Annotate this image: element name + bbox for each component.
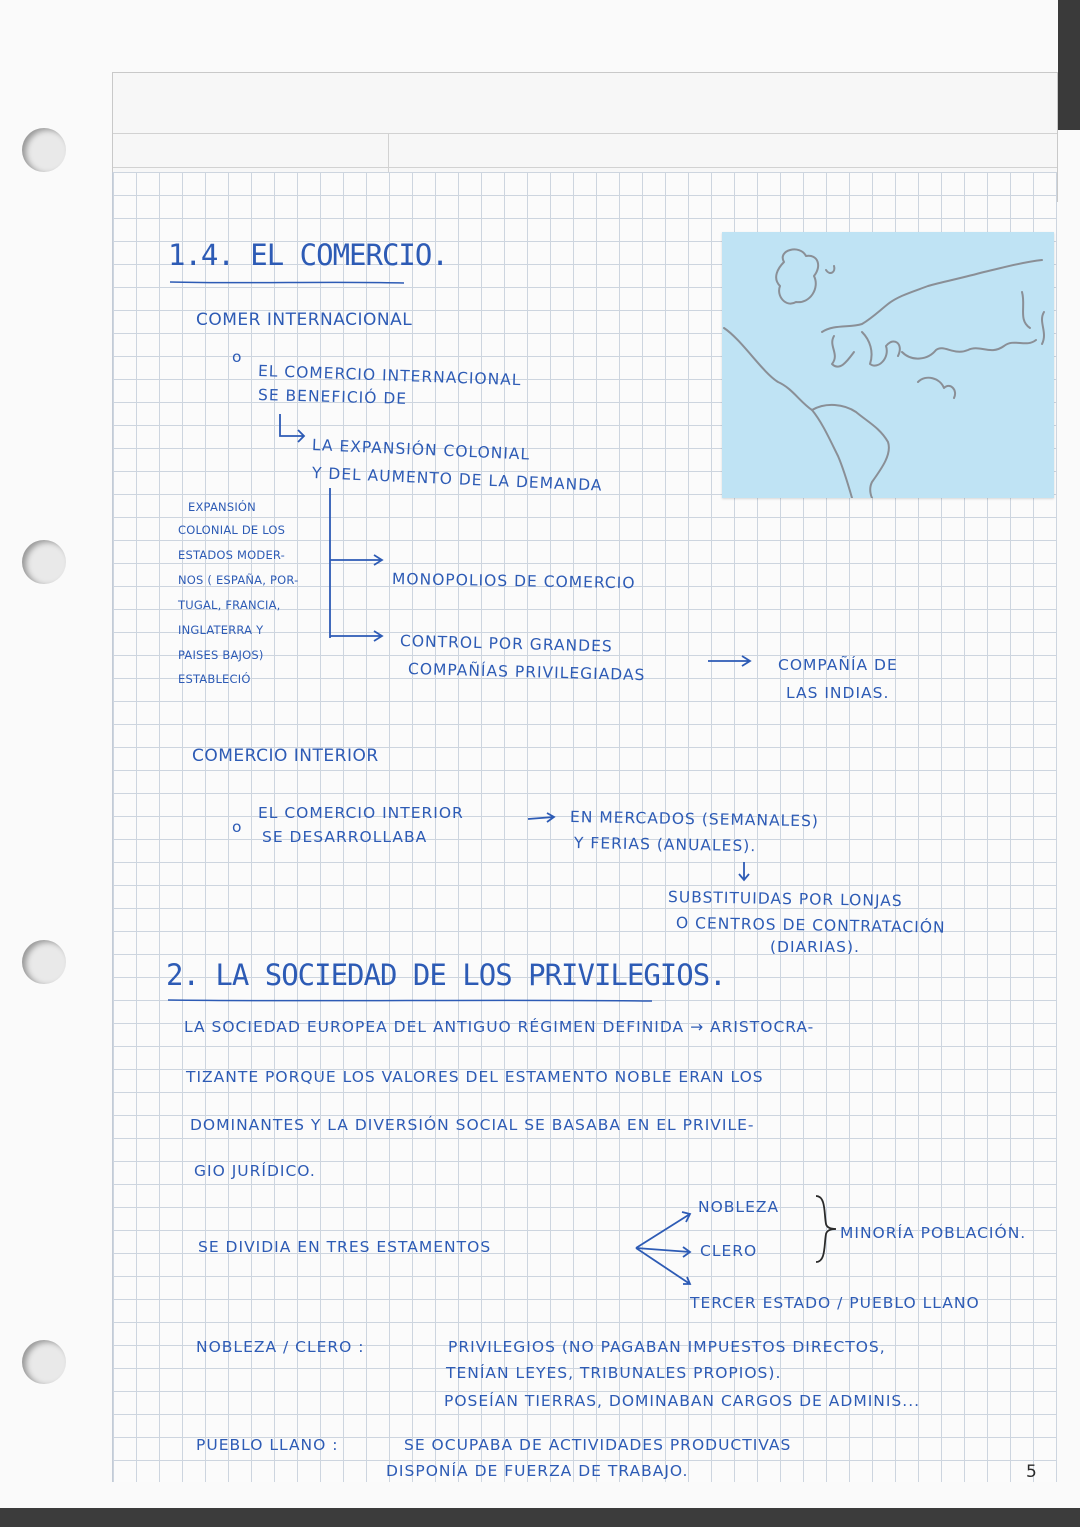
control-text-line: CONTROL POR GRANDES — [399, 632, 613, 656]
privilegios-text-line: TENÍAN LEYES, TRIBUNALES PROPIOS). — [446, 1364, 782, 1382]
intl-text-line: EL COMERCIO INTERNACIONAL — [257, 362, 522, 390]
privilegios-text-line: PRIVILEGIOS (NO PAGABAN IMPUESTOS DIRECTOS, — [448, 1338, 886, 1356]
minoria-text: MINORÍA POBLACIÓN. — [840, 1224, 1027, 1242]
side-note-line: PAISES BAJOS) — [178, 648, 264, 662]
binder-clip — [1058, 0, 1080, 130]
side-note-line: ESTADOS MODER- — [178, 548, 285, 562]
side-note-line: COLONIAL DE LOS — [178, 523, 286, 537]
control-text-line: COMPAÑÍAS PRIVILEGIADAS — [407, 660, 646, 685]
bullet-icon: o — [232, 818, 243, 836]
paragraph-line: TIZANTE PORQUE LOS VALORES DEL ESTAMENTO NOBLE ERAN LOS — [186, 1068, 764, 1086]
mercados-text-line: EN MERCADOS (SEMANALES) — [569, 808, 820, 831]
title-underline — [166, 996, 656, 1004]
pueblo-text-line: SE OCUPABA DE ACTIVIDADES PRODUCTIVAS — [404, 1436, 792, 1454]
page-number: 5 — [1026, 1462, 1037, 1482]
estamento-tercer-estado: TERCER ESTADO / PUEBLO LLANO — [690, 1294, 980, 1312]
paragraph-line: LA SOCIEDAD EUROPEA DEL ANTIGUO RÉGIMEN DEFINIDA → ARISTOCRA- — [184, 1018, 815, 1036]
substituidas-text-line: O CENTROS DE CONTRATACIÓN — [675, 914, 946, 937]
pueblo-llano-label: PUEBLO LLANO : — [196, 1436, 339, 1454]
arrow-right-icon — [706, 655, 756, 669]
side-note-line: EXPANSIÓN — [188, 500, 256, 514]
compania-text-line: LAS INDIAS. — [786, 684, 890, 702]
side-note-line: ESTABLECIÓ — [178, 672, 251, 686]
intl-text-line: SE BENEFICIÓ DE — [257, 386, 408, 408]
side-note-line: INGLATERRA Y — [178, 623, 264, 637]
divide-text: SE DIVIDIA EN TRES ESTAMENTOS — [198, 1238, 492, 1256]
three-way-arrow-icon — [630, 1200, 700, 1296]
arrow-right-icon — [526, 812, 560, 826]
substituidas-text-line: SUBSTITUIDAS POR LONJAS — [667, 888, 903, 911]
subheading-comercio-internacional: COMER INTERNACIONAL — [196, 310, 413, 330]
estamento-clero: CLERO — [700, 1242, 758, 1260]
side-note-line: TUGAL, FRANCIA, — [178, 598, 281, 612]
monopolios-text: MONOPOLIOS DE COMERCIO — [391, 570, 636, 593]
binder-hole — [22, 540, 66, 584]
estamento-nobleza: NOBLEZA — [698, 1198, 780, 1216]
bullet-icon: o — [232, 348, 243, 366]
nobleza-clero-label: NOBLEZA / CLERO : — [196, 1338, 365, 1356]
title-underline — [168, 278, 408, 286]
turn-arrow-icon — [276, 412, 312, 448]
side-note-line: NOS ( ESPAÑA, POR- — [178, 573, 299, 587]
bracket-arrows-icon — [320, 486, 390, 646]
binder-hole — [22, 128, 66, 172]
compania-text-line: COMPAÑÍA DE — [778, 656, 898, 674]
curly-brace-icon — [812, 1194, 842, 1264]
substituidas-text-line: (DIARIAS). — [770, 938, 860, 956]
arrow-down-icon — [736, 860, 752, 886]
section-title-comercio: 1.4. EL COMERCIO. — [168, 238, 448, 272]
interior-text-line: SE DESARROLLABA — [262, 828, 428, 846]
paragraph-line: GIO JURÍDICO. — [194, 1162, 316, 1180]
section-title-sociedad: 2. LA SOCIEDAD DE LOS PRIVILEGIOS. — [166, 958, 726, 992]
binder-hole — [22, 940, 66, 984]
mercados-text-line: Y FERIAS (ANUALES). — [573, 834, 757, 856]
subheading-comercio-interior: COMERCIO INTERIOR — [192, 746, 379, 766]
world-map-drawing — [722, 232, 1054, 498]
page-bottom-edge — [0, 1508, 1080, 1527]
expansion-text-line: LA EXPANSIÓN COLONIAL — [311, 436, 531, 464]
world-map-sticky-note — [722, 232, 1054, 498]
paragraph-line: DOMINANTES Y LA DIVERSIÓN SOCIAL SE BASABA EN EL PRIVILE- — [190, 1116, 755, 1134]
expansion-text-line: Y DEL AUMENTO DE LA DEMANDA — [311, 464, 603, 495]
privilegios-text-line: POSEÍAN TIERRAS, DOMINABAN CARGOS DE ADMINIS... — [444, 1392, 921, 1410]
pueblo-text-line: DISPONÍA DE FUERZA DE TRABAJO. — [386, 1462, 689, 1480]
binder-hole — [22, 1340, 66, 1384]
interior-text-line: EL COMERCIO INTERIOR — [258, 804, 464, 822]
